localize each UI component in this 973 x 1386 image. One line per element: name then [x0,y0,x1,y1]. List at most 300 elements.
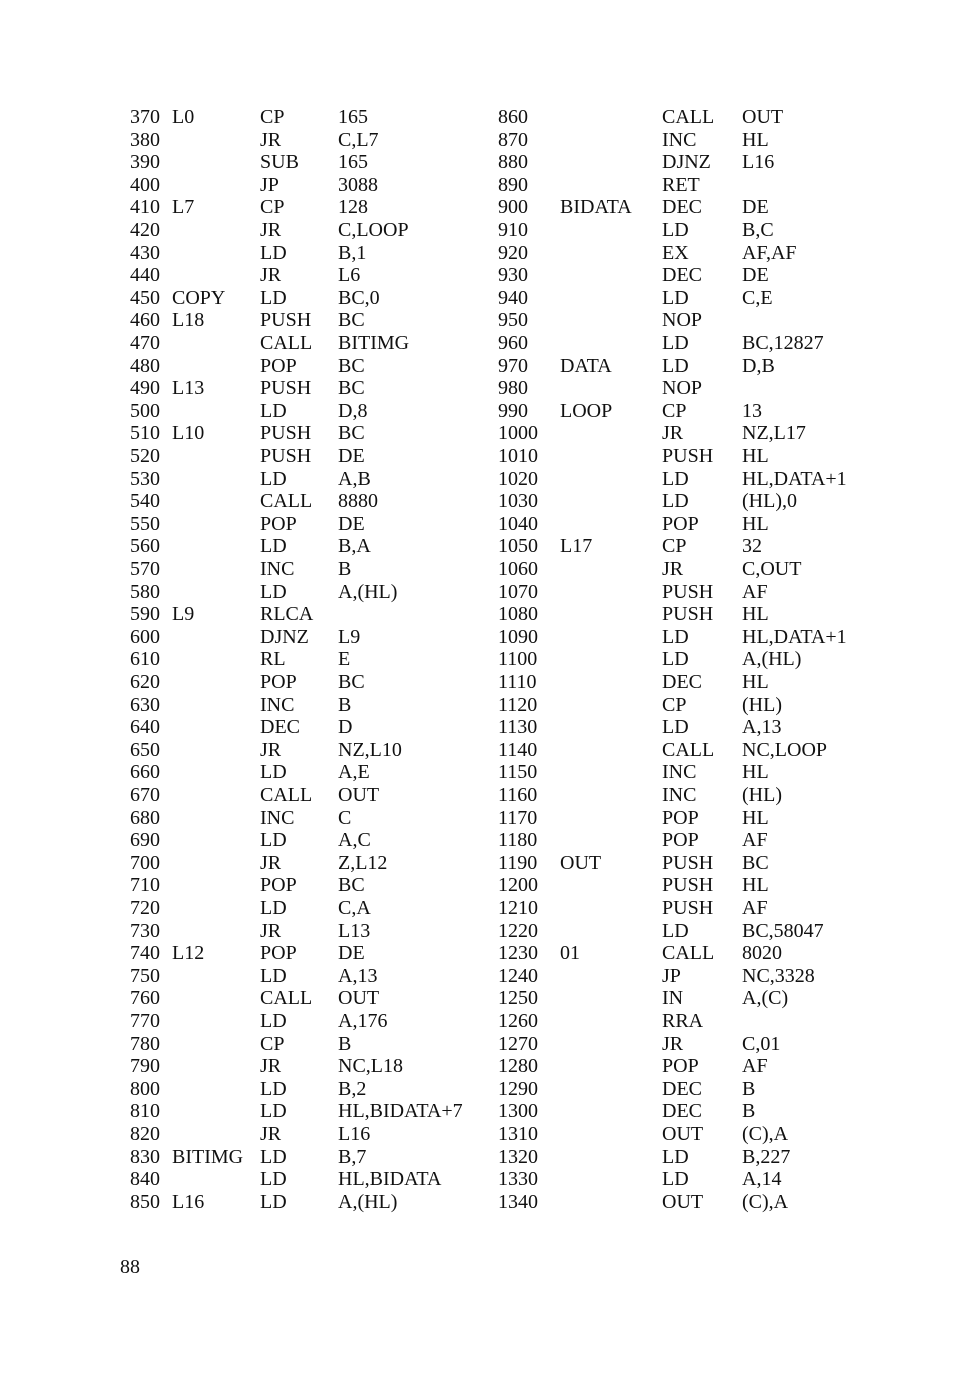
line-number: 1010 [498,445,538,467]
line-number: 980 [498,377,528,400]
line-operand: B [338,1032,352,1055]
line-opcode: NOP [662,377,703,400]
line-operand: A,(HL) [338,1190,398,1213]
line-operand: (HL) [742,693,782,716]
line-operand: C,A [338,897,371,919]
line-opcode: DJNZ [260,625,309,648]
line-opcode: INC [260,806,295,829]
line-opcode: LD [662,919,689,942]
line-operand: HL [742,512,769,535]
line-number: 1280 [498,1055,538,1078]
line-operand: B,7 [338,1145,367,1168]
line-number: 1240 [498,964,538,987]
line-number: 730 [130,919,160,942]
line-operand: C,LOOP [338,219,409,241]
line-opcode: LD [662,332,689,354]
line-number: 390 [130,151,160,174]
line-number: 610 [130,648,160,671]
line-number: 890 [498,173,528,196]
line-opcode: LD [260,1010,287,1032]
line-opcode: POP [260,512,297,535]
line-operand: A,(HL) [742,648,802,671]
line-operand: D,B [742,354,775,377]
line-opcode: LD [260,761,287,784]
line-opcode: POP [662,829,699,852]
line-number: 770 [130,1010,160,1032]
line-number: 580 [130,580,160,603]
line-opcode: JR [260,1055,282,1078]
line-operand: BC,0 [338,286,380,309]
line-opcode: POP [260,874,297,897]
line-operand: BC [338,354,365,377]
line-number: 740 [130,942,160,965]
line-opcode: LD [260,399,287,422]
line-operand: HL [742,761,769,784]
line-operand: 13 [742,399,762,422]
line-number: 800 [130,1077,160,1100]
line-opcode: INC [662,784,697,806]
line-label: L13 [172,377,205,400]
line-operand: DE [742,264,769,287]
line-opcode: INC [662,128,697,151]
line-operand: B [742,1077,756,1100]
line-number: 1320 [498,1145,538,1168]
line-label: L0 [172,106,195,128]
line-number: 560 [130,535,160,558]
line-opcode: LD [260,1077,287,1100]
line-number: 1000 [498,422,538,445]
line-number: 900 [498,196,528,219]
line-operand: AF [742,580,768,603]
line-opcode: LD [260,829,287,852]
line-opcode: JR [662,422,684,445]
line-operand: (HL) [742,784,782,806]
line-opcode: LD [260,286,287,309]
line-number: 440 [130,264,160,287]
line-operand: DE [338,942,365,965]
line-operand: BC [338,671,365,693]
line-operand: (HL),0 [742,490,797,513]
line-operand: OUT [338,784,380,806]
line-number: 530 [130,467,160,490]
line-number: 960 [498,332,528,354]
line-opcode: CALL [662,106,715,128]
line-number: 1110 [498,671,537,693]
line-number: 920 [498,241,528,264]
line-operand: A,14 [742,1168,782,1191]
line-number: 790 [130,1055,160,1078]
line-opcode: LD [260,897,287,919]
line-operand: OUT [742,106,784,128]
line-opcode: DEC [662,671,702,693]
line-opcode: RET [662,173,700,196]
line-operand: HL,BIDATA+7 [338,1100,463,1123]
line-opcode: RRA [662,1010,704,1032]
line-operand: L16 [742,151,775,174]
line-operand: HL [742,128,769,151]
line-operand: (C),A [742,1190,789,1213]
line-opcode: DEC [662,264,702,287]
line-number: 970 [498,354,528,377]
line-number: 1250 [498,987,538,1010]
line-operand: DE [338,512,365,535]
line-number: 830 [130,1145,160,1168]
line-number: 860 [498,106,528,128]
line-operand: B [742,1100,756,1123]
line-operand: C,01 [742,1032,781,1055]
line-opcode: POP [260,942,297,965]
line-number: 510 [130,422,160,445]
line-number: 1180 [498,829,538,852]
line-opcode: EX [662,241,689,264]
line-opcode: JR [260,219,282,241]
line-number: 710 [130,874,160,897]
line-operand: AF [742,829,768,852]
line-number: 750 [130,964,160,987]
line-opcode: PUSH [662,603,714,626]
line-operand: C,L7 [338,128,379,151]
line-operand: L9 [338,625,361,648]
line-number: 1200 [498,874,538,897]
line-opcode: PUSH [662,874,714,897]
line-operand: D [338,716,353,739]
line-opcode: OUT [662,1123,704,1145]
line-opcode: JR [260,851,282,874]
line-label: L7 [172,196,195,219]
line-opcode: POP [662,806,699,829]
line-opcode: CP [260,196,285,219]
line-number: 1020 [498,467,538,490]
line-number: 1160 [498,784,538,806]
line-opcode: DJNZ [662,151,711,174]
line-opcode: CP [260,1032,285,1055]
line-opcode: RLCA [260,603,314,626]
line-opcode: RL [260,648,286,671]
line-number: 430 [130,241,160,264]
line-operand: BC [338,422,365,445]
line-number: 810 [130,1100,160,1123]
line-number: 1210 [498,897,538,919]
line-opcode: CALL [260,784,313,806]
line-operand: HL [742,603,769,626]
line-number: 930 [498,264,528,287]
line-operand: NC,LOOP [742,738,828,761]
line-operand: HL [742,445,769,467]
line-operand: A,176 [338,1010,388,1032]
line-operand: Z,L12 [338,851,388,874]
line-opcode: OUT [662,1190,704,1213]
line-operand: BC [338,377,365,400]
line-opcode: POP [260,671,297,693]
line-opcode: JP [662,964,681,987]
line-opcode: CP [662,535,687,558]
line-number: 1090 [498,625,538,648]
line-number: 870 [498,128,528,151]
line-number: 490 [130,377,160,400]
line-number: 520 [130,445,160,467]
line-operand: 165 [338,106,368,128]
line-opcode: JR [662,558,684,580]
line-operand: B,227 [742,1145,791,1168]
line-operand: BC [338,874,365,897]
line-operand: AF [742,897,768,919]
line-opcode: DEC [662,1100,702,1123]
line-number: 620 [130,671,160,693]
line-opcode: LD [662,625,689,648]
page-number: 88 [120,1256,140,1278]
line-number: 840 [130,1168,160,1191]
line-opcode: LD [260,580,287,603]
line-number: 1170 [498,806,538,829]
line-opcode: INC [662,761,697,784]
line-opcode: CALL [662,738,715,761]
line-operand: BC,58047 [742,919,824,942]
line-number: 990 [498,399,528,422]
line-opcode: INC [260,693,295,716]
line-operand: D,8 [338,399,368,422]
line-number: 420 [130,219,160,241]
line-operand: 8880 [338,490,378,513]
line-number: 1040 [498,512,538,535]
line-number: 1290 [498,1077,538,1100]
line-opcode: JP [260,173,279,196]
line-label: COPY [172,286,226,309]
line-operand: HL,BIDATA [338,1168,442,1191]
line-operand: A,(C) [742,987,789,1010]
line-opcode: JR [260,264,282,287]
line-opcode: JR [260,1123,282,1145]
line-number: 850 [130,1190,160,1213]
line-number: 640 [130,716,160,739]
line-operand: NZ,L10 [338,738,402,761]
line-number: 500 [130,399,160,422]
line-opcode: LD [662,716,689,739]
line-operand: A,B [338,467,371,490]
line-number: 1150 [498,761,538,784]
line-label: L10 [172,422,205,445]
line-opcode: PUSH [662,445,714,467]
line-operand: 128 [338,196,368,219]
line-operand: L13 [338,919,371,942]
line-operand: 8020 [742,942,782,965]
line-opcode: LD [662,354,689,377]
line-operand: B,A [338,535,371,558]
line-operand: HL [742,806,769,829]
line-opcode: LD [662,467,689,490]
line-opcode: LD [260,1168,287,1191]
line-opcode: PUSH [662,580,714,603]
line-number: 950 [498,309,528,332]
line-opcode: DEC [662,196,702,219]
line-opcode: LD [260,1100,287,1123]
line-number: 1300 [498,1100,538,1123]
line-label: BITIMG [172,1145,244,1168]
line-opcode: LD [260,535,287,558]
line-label: L17 [560,535,593,558]
line-opcode: IN [662,987,684,1010]
line-label: DATA [560,354,612,377]
line-number: 1100 [498,648,538,671]
line-opcode: PUSH [260,445,312,467]
line-operand: (C),A [742,1123,789,1145]
line-operand: A,E [338,761,370,784]
line-operand: HL,DATA+1 [742,625,847,648]
line-number: 1270 [498,1032,538,1055]
line-opcode: POP [662,1055,699,1078]
line-number: 630 [130,693,160,716]
line-opcode: LD [260,1190,287,1213]
line-number: 670 [130,784,160,806]
line-label: L18 [172,309,205,332]
line-number: 780 [130,1032,160,1055]
line-operand: C,OUT [742,558,802,580]
line-opcode: LD [662,490,689,513]
line-number: 760 [130,987,160,1010]
line-number: 700 [130,851,160,874]
line-number: 1220 [498,919,538,942]
line-operand: BC [742,851,769,874]
line-number: 1190 [498,851,538,874]
line-operand: B,1 [338,241,367,264]
line-number: 1070 [498,580,538,603]
line-operand: BC,12827 [742,332,824,354]
line-opcode: CALL [662,942,715,965]
line-opcode: JR [260,738,282,761]
line-number: 380 [130,128,160,151]
line-number: 370 [130,106,160,128]
line-number: 480 [130,354,160,377]
line-operand: 3088 [338,173,378,196]
line-operand: L6 [338,264,361,287]
line-number: 1130 [498,716,538,739]
line-number: 910 [498,219,528,241]
line-number: 690 [130,829,160,852]
line-number: 1050 [498,535,538,558]
line-number: 680 [130,806,160,829]
line-opcode: PUSH [260,422,312,445]
line-operand: B,C [742,219,774,241]
line-opcode: DEC [662,1077,702,1100]
line-operand: 32 [742,535,762,558]
line-opcode: LD [260,241,287,264]
line-operand: A,C [338,829,371,852]
line-number: 590 [130,603,160,626]
line-number: 940 [498,286,528,309]
line-operand: B [338,693,352,716]
line-number: 820 [130,1123,160,1145]
line-operand: OUT [338,987,380,1010]
line-opcode: PUSH [662,897,714,919]
line-number: 1060 [498,558,538,580]
line-opcode: CALL [260,332,313,354]
line-number: 1230 [498,942,538,965]
line-operand: B [338,558,352,580]
line-opcode: SUB [260,151,299,174]
line-number: 1340 [498,1190,538,1213]
line-operand: BITIMG [338,332,410,354]
line-opcode: LD [662,1145,689,1168]
line-opcode: CALL [260,490,313,513]
line-opcode: CP [260,106,285,128]
line-number: 1310 [498,1123,538,1145]
line-opcode: CP [662,399,687,422]
line-opcode: LD [662,648,689,671]
line-operand: AF [742,1055,768,1078]
line-operand: A,(HL) [338,580,398,603]
line-opcode: LD [260,1145,287,1168]
line-opcode: JR [662,1032,684,1055]
line-operand: A,13 [742,716,782,739]
line-operand: BC [338,309,365,332]
line-number: 650 [130,738,160,761]
line-number: 1120 [498,693,538,716]
line-opcode: CALL [260,987,313,1010]
line-opcode: LD [662,1168,689,1191]
line-number: 450 [130,286,160,309]
line-operand: NC,L18 [338,1055,403,1078]
line-operand: DE [742,196,769,219]
line-opcode: PUSH [260,377,312,400]
line-opcode: POP [662,512,699,535]
line-number: 660 [130,761,160,784]
line-operand: L16 [338,1123,371,1145]
line-opcode: JR [260,128,282,151]
line-label: L16 [172,1190,205,1213]
line-number: 1260 [498,1010,538,1032]
line-opcode: LD [662,219,689,241]
line-number: 1140 [498,738,538,761]
line-operand: HL,DATA+1 [742,467,847,490]
line-label: 01 [560,942,580,965]
line-label: BIDATA [560,196,632,219]
line-number: 720 [130,897,160,919]
line-operand: 165 [338,151,368,174]
line-number: 410 [130,196,160,219]
line-opcode: POP [260,354,297,377]
line-opcode: DEC [260,716,300,739]
line-opcode: LD [260,467,287,490]
line-number: 1080 [498,603,538,626]
line-opcode: PUSH [662,851,714,874]
line-number: 600 [130,625,160,648]
line-operand: NC,3328 [742,964,815,987]
line-operand: B,2 [338,1077,367,1100]
line-operand: NZ,L17 [742,422,806,445]
line-opcode: CP [662,693,687,716]
line-number: 570 [130,558,160,580]
line-opcode: LD [260,964,287,987]
line-number: 1330 [498,1168,538,1191]
line-opcode: PUSH [260,309,312,332]
line-label: L9 [172,603,195,626]
line-operand: C [338,806,352,829]
line-label: L12 [172,942,205,965]
line-operand: AF,AF [742,241,797,264]
line-label: LOOP [560,399,613,422]
line-operand: C,E [742,286,773,309]
line-opcode: INC [260,558,295,580]
line-label: OUT [560,851,602,874]
line-operand: A,13 [338,964,378,987]
line-operand: HL [742,671,769,693]
line-operand: DE [338,445,365,467]
line-number: 540 [130,490,160,513]
line-number: 880 [498,151,528,174]
line-opcode: LD [662,286,689,309]
line-number: 470 [130,332,160,354]
line-opcode: JR [260,919,282,942]
line-number: 1030 [498,490,538,513]
